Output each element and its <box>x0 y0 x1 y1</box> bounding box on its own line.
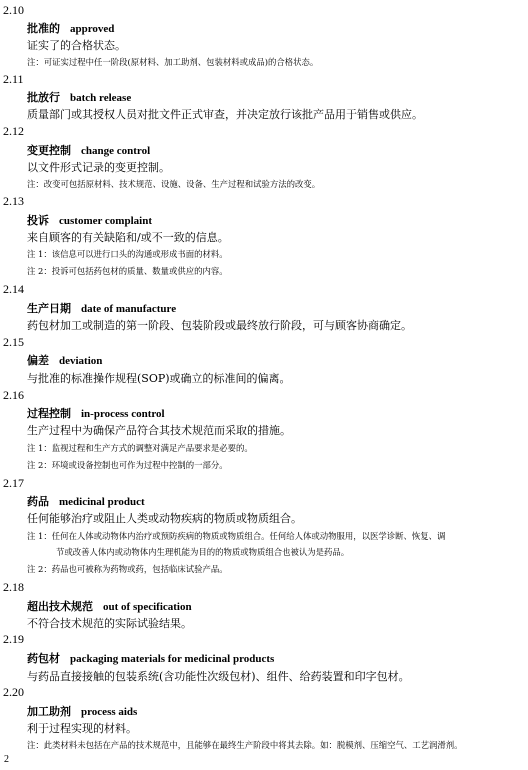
term-definition: 来自顾客的有关缺陷和/或不一致的信息。 <box>27 231 229 244</box>
term-definition: 不符合技术规范的实际试验结果。 <box>27 617 192 630</box>
term-zh: 药包材 <box>27 652 60 665</box>
term-zh: 批准的 <box>27 22 60 35</box>
term-note-continuation: 节或改善人体内或动物体内生理机能为目的的物质或物质组合也被认为是药品。 <box>56 547 350 557</box>
term-zh: 药品 <box>27 495 49 508</box>
term-zh: 加工助剂 <box>27 705 71 718</box>
term-definition: 与药品直接接触的包装系统(含功能性次级包材)、组件、给药装置和印字包材。 <box>27 670 410 683</box>
term-en: approved <box>70 23 115 35</box>
term-heading <box>27 493 145 509</box>
term-en: batch release <box>70 92 132 104</box>
clause-number: 2.18 <box>3 580 24 594</box>
term-heading <box>27 20 114 36</box>
term-en: process aids <box>81 706 138 718</box>
term-zh: 过程控制 <box>27 407 71 420</box>
term-zh: 生产日期 <box>27 302 71 315</box>
term-definition: 与批准的标准操作规程(SOP)或确立的标准间的偏离。 <box>27 372 291 385</box>
term-note: 注 1：任何在人体或动物体内治疗或预防疾病的物质或物质组合。任何给人体或动物服用，以医学诊断、恢复、调 <box>27 531 446 541</box>
term-zh: 超出技术规范 <box>27 600 93 613</box>
term-definition: 生产过程中为确保产品符合其技术规范而采取的措施。 <box>27 424 291 437</box>
term-en: change control <box>81 145 151 157</box>
page-number: 2 <box>4 754 9 765</box>
clause-number: 2.11 <box>3 72 24 86</box>
term-heading <box>27 142 150 158</box>
clause-number: 2.17 <box>3 476 24 490</box>
clause-number: 2.10 <box>3 3 24 17</box>
term-en: medicinal product <box>59 496 145 508</box>
term-heading <box>27 89 131 105</box>
term-zh: 偏差 <box>27 354 49 367</box>
clause-number: 2.12 <box>3 124 24 138</box>
term-heading <box>27 352 102 368</box>
term-note: 注：可证实过程中任一阶段(原材料、加工助剂、包装材料或成品)的合格状态。 <box>27 57 319 67</box>
term-definition: 证实了的合格状态。 <box>27 39 126 52</box>
clause-number: 2.20 <box>3 685 24 699</box>
term-note: 注 1：监视过程和生产方式的调整对满足产品要求是必要的。 <box>27 443 253 453</box>
term-en: deviation <box>59 355 103 367</box>
term-definition: 任何能够治疗或阻止人类或动物疾病的物质或物质组合。 <box>27 512 302 525</box>
term-note: 注 2：投诉可包括药包材的质量、数量或供应的内容。 <box>27 266 228 276</box>
term-definition: 药包材加工或制造的第一阶段、包装阶段或最终放行阶段，可与顾客协商确定。 <box>27 319 412 332</box>
term-heading <box>27 212 152 228</box>
clause-number: 2.16 <box>3 388 24 402</box>
term-heading <box>27 703 137 719</box>
term-zh: 投诉 <box>27 214 49 227</box>
term-heading <box>27 300 176 316</box>
term-heading <box>27 650 274 666</box>
term-note: 注 2：药品也可被称为药物或药，包括临床试验产品。 <box>27 564 228 574</box>
term-note: 注：此类材料未包括在产品的技术规范中，且能够在最终生产阶段中将其去除。如：脱模剂、压缩空气、工艺润滑剂。 <box>27 740 463 750</box>
term-heading <box>27 598 192 614</box>
term-en: out of specification <box>103 601 192 613</box>
term-en: packaging materials for medicinal products <box>70 653 275 665</box>
clause-number: 2.13 <box>3 194 24 208</box>
term-definition: 利于过程实现的材料。 <box>27 722 137 735</box>
term-zh: 批放行 <box>27 91 60 104</box>
clause-number: 2.19 <box>3 632 24 646</box>
term-heading <box>27 405 165 421</box>
clause-number: 2.15 <box>3 335 24 349</box>
term-note: 注 1：该信息可以进行口头的沟通或形成书面的材料。 <box>27 249 228 259</box>
term-en: in-process control <box>81 408 165 420</box>
term-en: customer complaint <box>59 215 152 227</box>
clause-number: 2.14 <box>3 282 24 296</box>
term-en: date of manufacture <box>81 303 177 315</box>
term-note: 注 2：环境或设备控制也可作为过程中控制的一部分。 <box>27 460 228 470</box>
term-definition: 质量部门或其授权人员对批文件正式审查，并决定放行该批产品用于销售或供应。 <box>27 108 423 121</box>
term-definition: 以文件形式记录的变更控制。 <box>27 161 170 174</box>
term-zh: 变更控制 <box>27 144 71 157</box>
term-note: 注：改变可包括原材料、技术规范、设施、设备、生产过程和试验方法的改变。 <box>27 179 321 189</box>
